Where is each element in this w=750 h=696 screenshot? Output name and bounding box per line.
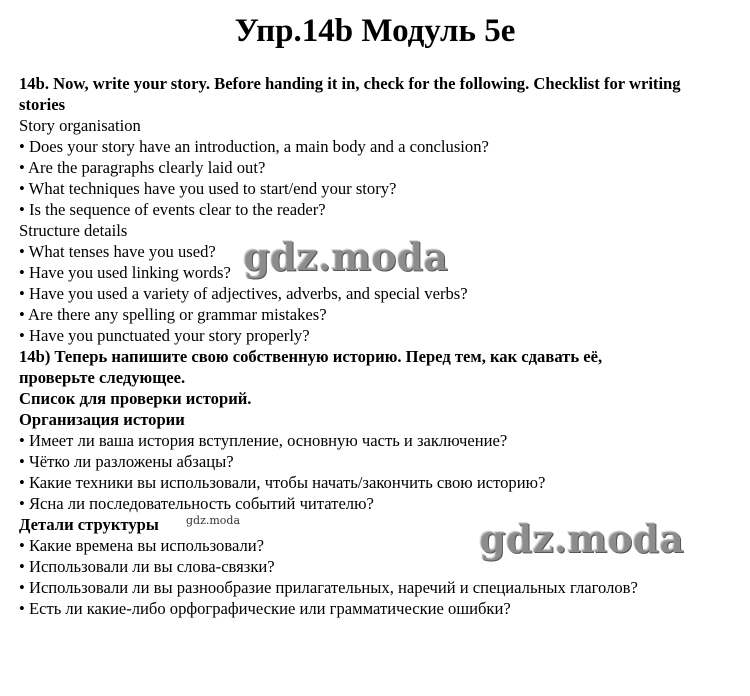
- english-checklist-item: • Are the paragraphs clearly laid out?: [19, 158, 266, 177]
- watermark: gdz.moda: [243, 234, 448, 279]
- english-checklist-item: • Is the sequence of events clear to the reader?: [19, 200, 326, 219]
- english-section-heading: Structure details: [19, 221, 128, 240]
- russian-checklist-item: • Использовали ли вы слова-связки?: [19, 557, 275, 576]
- russian-checklist-item: • Имеет ли ваша история вступление, основную часть и заключение?: [19, 431, 508, 450]
- page-title: Упр.14b Модуль 5e: [234, 13, 516, 49]
- russian-checklist-item: • Какие техники вы использовали, чтобы начать/закончить свою историю?: [19, 473, 546, 492]
- russian-checklist-item: • Чётко ли разложены абзацы?: [19, 452, 234, 471]
- watermark-small: gdz.moda: [186, 514, 241, 527]
- english-checklist-item: • What tenses have you used?: [19, 242, 216, 261]
- english-checklist-item: • Does your story have an introduction, a main body and a conclusion?: [19, 137, 489, 156]
- english-checklist-item: • Have you used linking words?: [19, 263, 231, 282]
- russian-checklist-item: • Есть ли какие-либо орфографические или грамматические ошибки?: [19, 599, 511, 618]
- russian-checklist-title: Список для проверки историй.: [19, 389, 252, 408]
- english-checklist-item: • What techniques have you used to start/end your story?: [19, 179, 397, 198]
- english-checklist-item: • Have you punctuated your story properly?: [19, 326, 310, 345]
- english-task-heading: 14b. Now, write your story. Before handing it in, check for the following. Checklist for writing stories: [19, 74, 681, 114]
- russian-task-heading-line1: 14b) Теперь напишите свою собственную историю. Перед тем, как сдавать её,: [19, 347, 603, 366]
- english-checklist-item: • Have you used a variety of adjectives, adverbs, and special verbs?: [19, 284, 468, 303]
- english-checklist-item: • Are there any spelling or grammar mistakes?: [19, 305, 327, 324]
- russian-checklist-item: • Ясна ли последовательность событий читателю?: [19, 494, 374, 513]
- english-section-heading: Story organisation: [19, 116, 141, 135]
- russian-checklist-item: • Какие времена вы использовали?: [19, 536, 264, 555]
- russian-section-heading: Детали структуры: [19, 515, 159, 534]
- russian-task-heading-line2: проверьте следующее.: [19, 368, 186, 387]
- watermark: gdz.moda: [479, 516, 684, 561]
- russian-checklist-item: • Использовали ли вы разнообразие прилагательных, наречий и специальных глаголов?: [19, 578, 638, 597]
- russian-section-heading: Организация истории: [19, 410, 185, 429]
